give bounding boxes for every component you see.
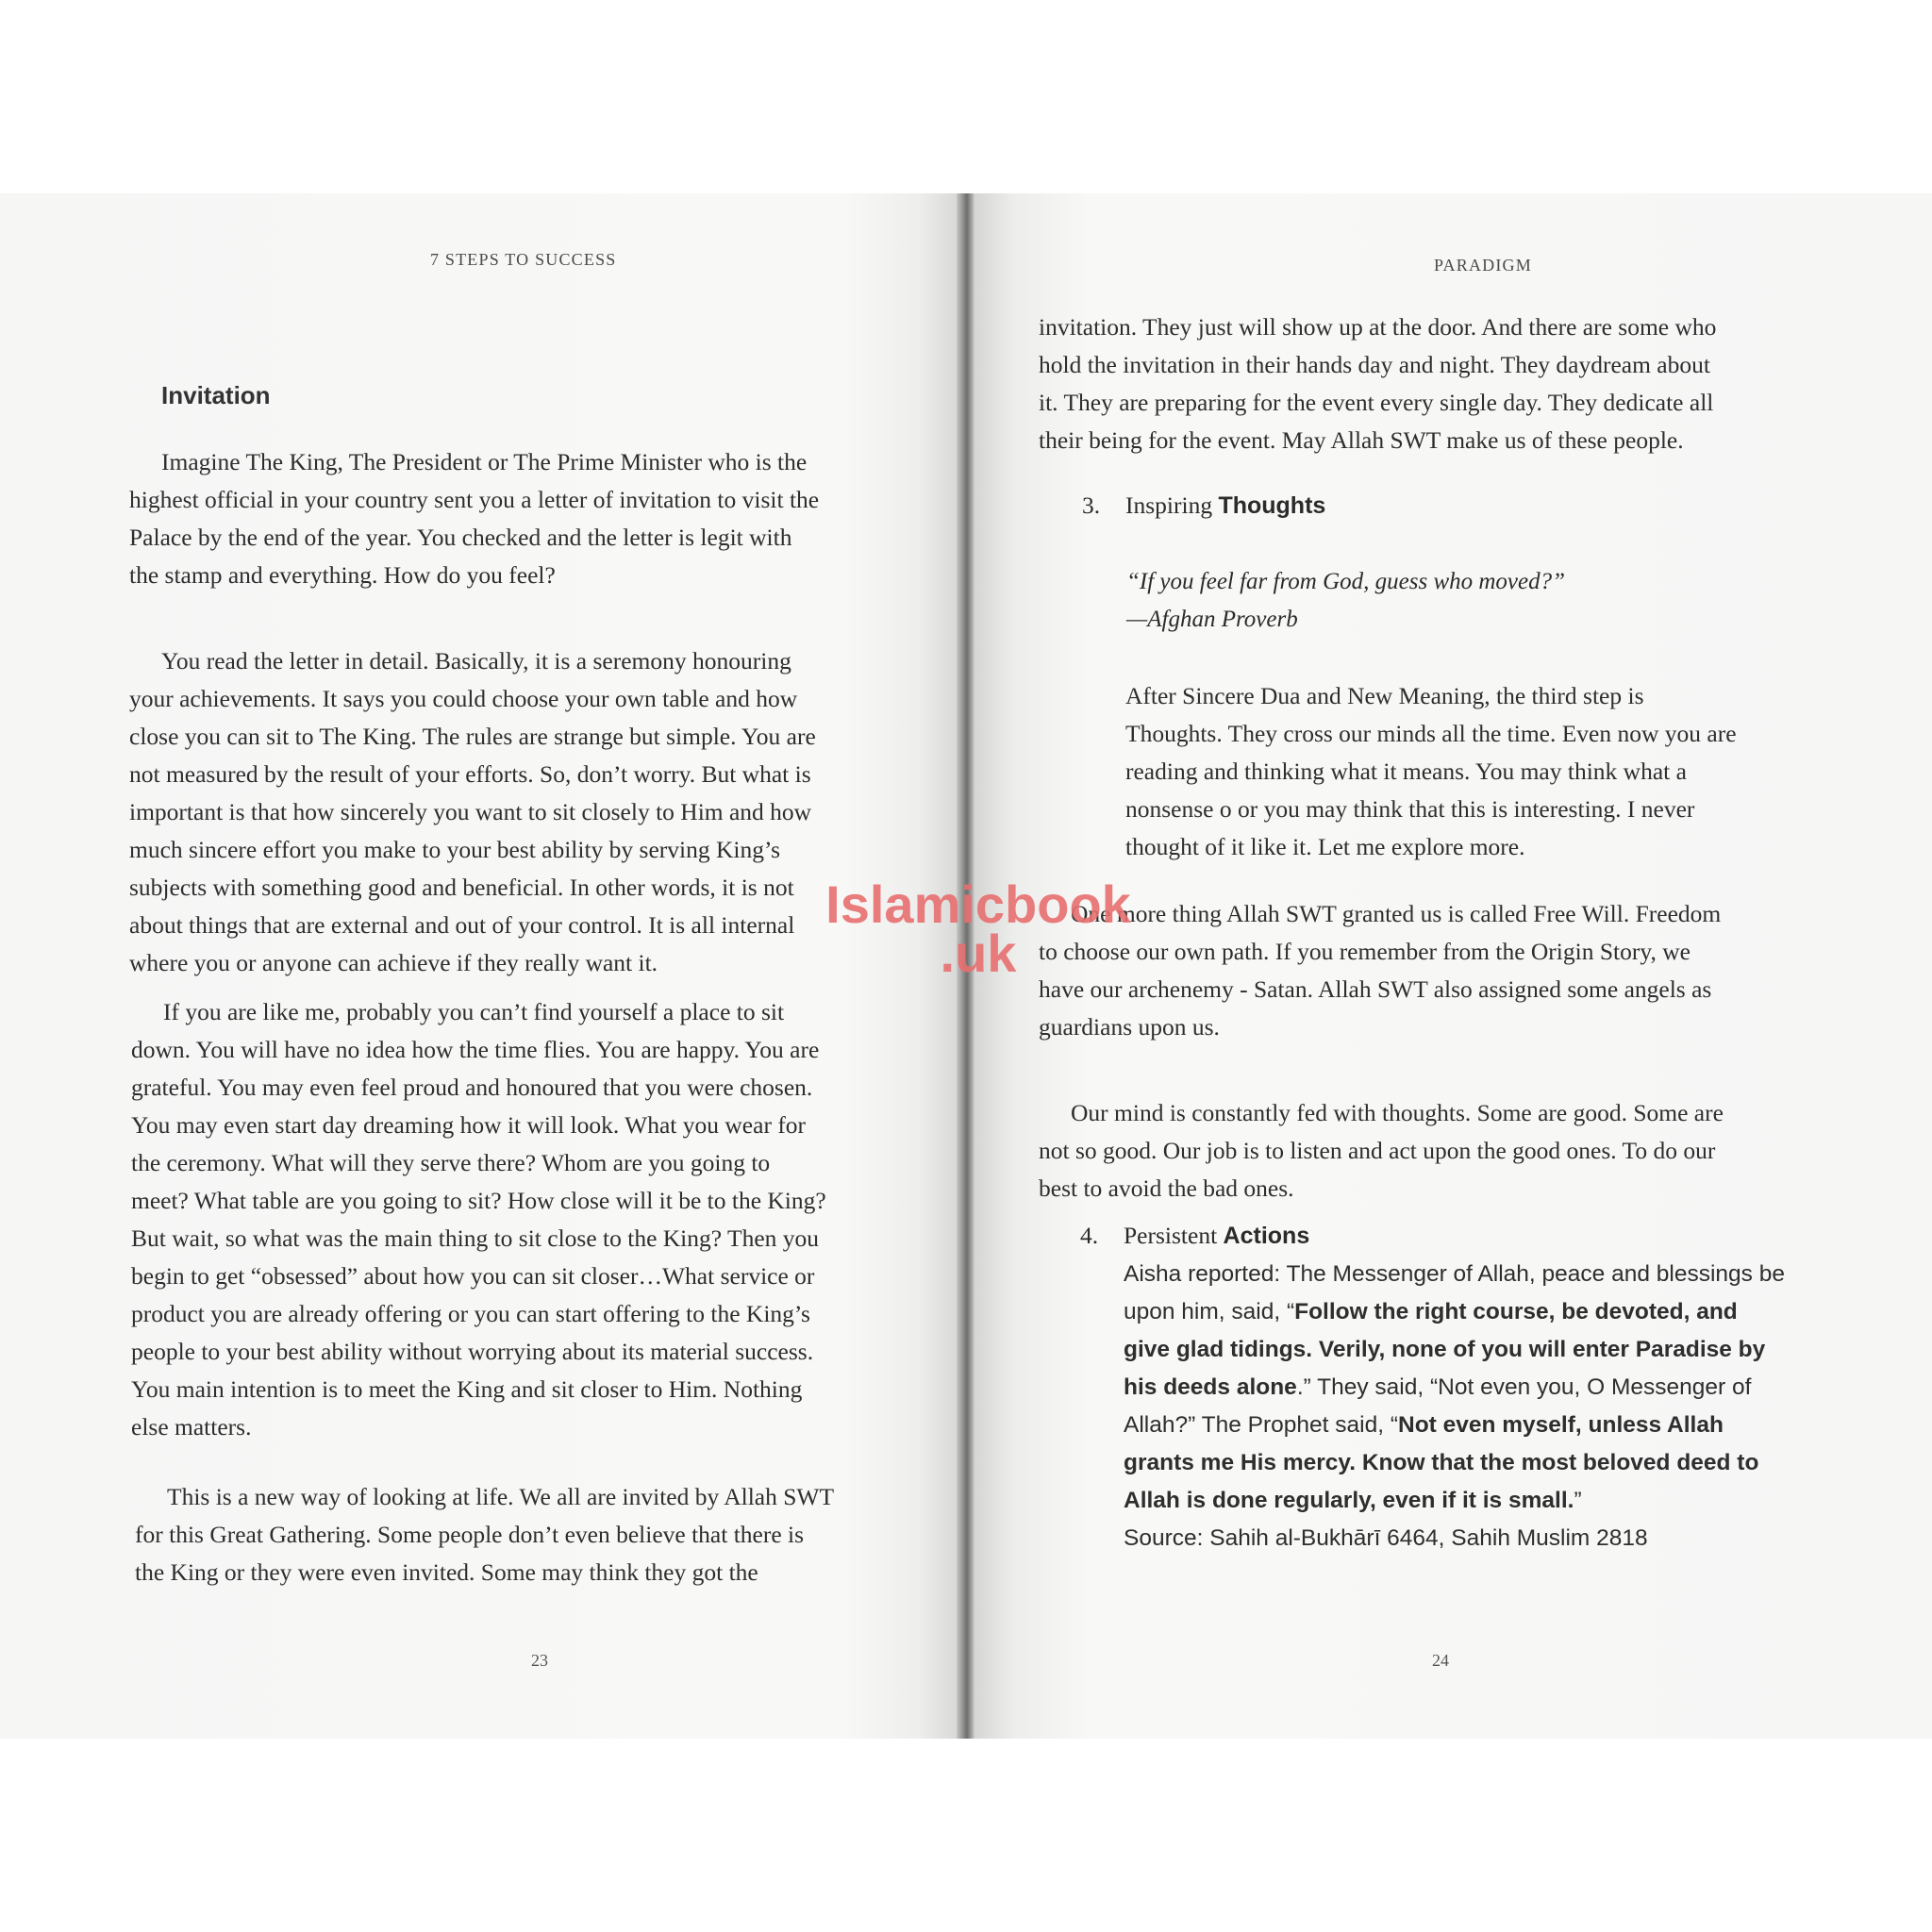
running-head-left: 7 STEPS TO SUCCESS [430, 250, 617, 269]
right-paragraph-4: Our mind is constantly fed with thoughts. Some are good. Some are not so good. Our job is to listen and act upon the good ones. To do our best to avoid the bad ones. [1039, 1099, 1724, 1202]
hadith-block: Aisha reported: The Messenger of Allah, peace and blessings be upon him, said, “Follow the right course, be devoted, and give glad tidings. Verily, none of you will enter Paradise by his deeds alone.” They said, “Not even you, O Messenger of Allah?” The Prophet said, “Not even myself, unless Allah grants me His mercy. Know that the most beloved deed to Allah is done regularly, even if it is small.” Source: Sahih al-Bukhārī 6464, Sahih Muslim 2818 [1124, 1256, 1785, 1557]
quote-attribution: —Afghan Proverb [1126, 607, 1298, 632]
page-number-left: 23 [531, 1651, 548, 1670]
page-number-right: 24 [1432, 1651, 1449, 1670]
right-paragraph-2: After Sincere Dua and New Meaning, the third step is Thoughts. They cross our minds all the time. Even now you are reading and thinking what it means. You may think what a nonsense o or you may think that this is interesting. I never thought of it like it. Let me explore more. [1125, 682, 1737, 860]
left-paragraph-2: You read the letter in detail. Basically, it is a seremony honouring your achievements. It says you could choose your own table and how close you can sit to The King. The rules are strange but simple. You are not measured by the result of your efforts. So, don’t worry. But what is important is that how sincerely you want to sit closely to Him and how much sincere effort you make to your best ability by serving King’s subjects with something good and beneficial. In other words, it is not about things that are external and out of your control. It is all internal where you or anyone can achieve if they really want it. [129, 647, 816, 976]
quote-text: “If you feel far from God, guess who moved?” [1126, 569, 1566, 594]
left-paragraph-1: Imagine The King, The President or The Prime Minister who is the highest official in your country sent you a letter of invitation to visit the Palace by the end of the year. You checked and the letter is legit with the stamp and everything. How do you feel? [129, 448, 820, 589]
site-watermark: Islamicbook .uk [825, 874, 1131, 983]
left-paragraph-3: If you are like me, probably you can’t find yourself a place to sit down. You will have no idea how the time flies. You are happy. You are grateful. You may even feel proud and honoured that you were chosen. You may even start day dreaming how it will look. What you wear for the ceremony. What will they serve there? Whom are you going to meet? What table are you going to sit? How close will it be to the King? But wait, so what was the main thing to sit close to the King? Then you begin to get “obsessed” about how you can sit closer…What service or product you are already offering or you can start offering to the King’s people to your best ability without worrying about its material success. You main intention is to meet the King and sit closer to Him. Nothing else matters. [131, 998, 826, 1441]
right-paragraph-1: invitation. They just will show up at the door. And there are some who hold the invitation in their hands day and night. They daydream about it. They are preparing for the event every single day. They dedicate all their being for the event. May Allah SWT make us of these people. [1039, 313, 1717, 454]
list-title-3: Inspiring Thoughts [1125, 491, 1326, 519]
left-paragraph-4: This is a new way of looking at life. We all are invited by Allah SWT for this Great Gathering. Some people don’t even believe that there is the King or they were even invited. Some may think they got the [135, 1483, 835, 1586]
list-title-4: Persistent Actions [1124, 1222, 1310, 1249]
proverb-quote [1126, 563, 1565, 639]
hadith-source: Source: Sahih al-Bukhārī 6464, Sahih Muslim 2818 [1124, 1525, 1648, 1551]
list-number-4: 4. [1080, 1222, 1099, 1249]
running-head-right: PARADIGM [1434, 256, 1532, 275]
right-paragraph-3: One more thing Allah SWT granted us is called Free Will. Freedom to choose our own path. If you remember from the Origin Story, we have our archenemy - Satan. Allah SWT also assigned some angels as guardians upon us. [1039, 900, 1722, 1041]
section-heading: Invitation [161, 381, 271, 409]
list-number-3: 3. [1082, 491, 1101, 519]
